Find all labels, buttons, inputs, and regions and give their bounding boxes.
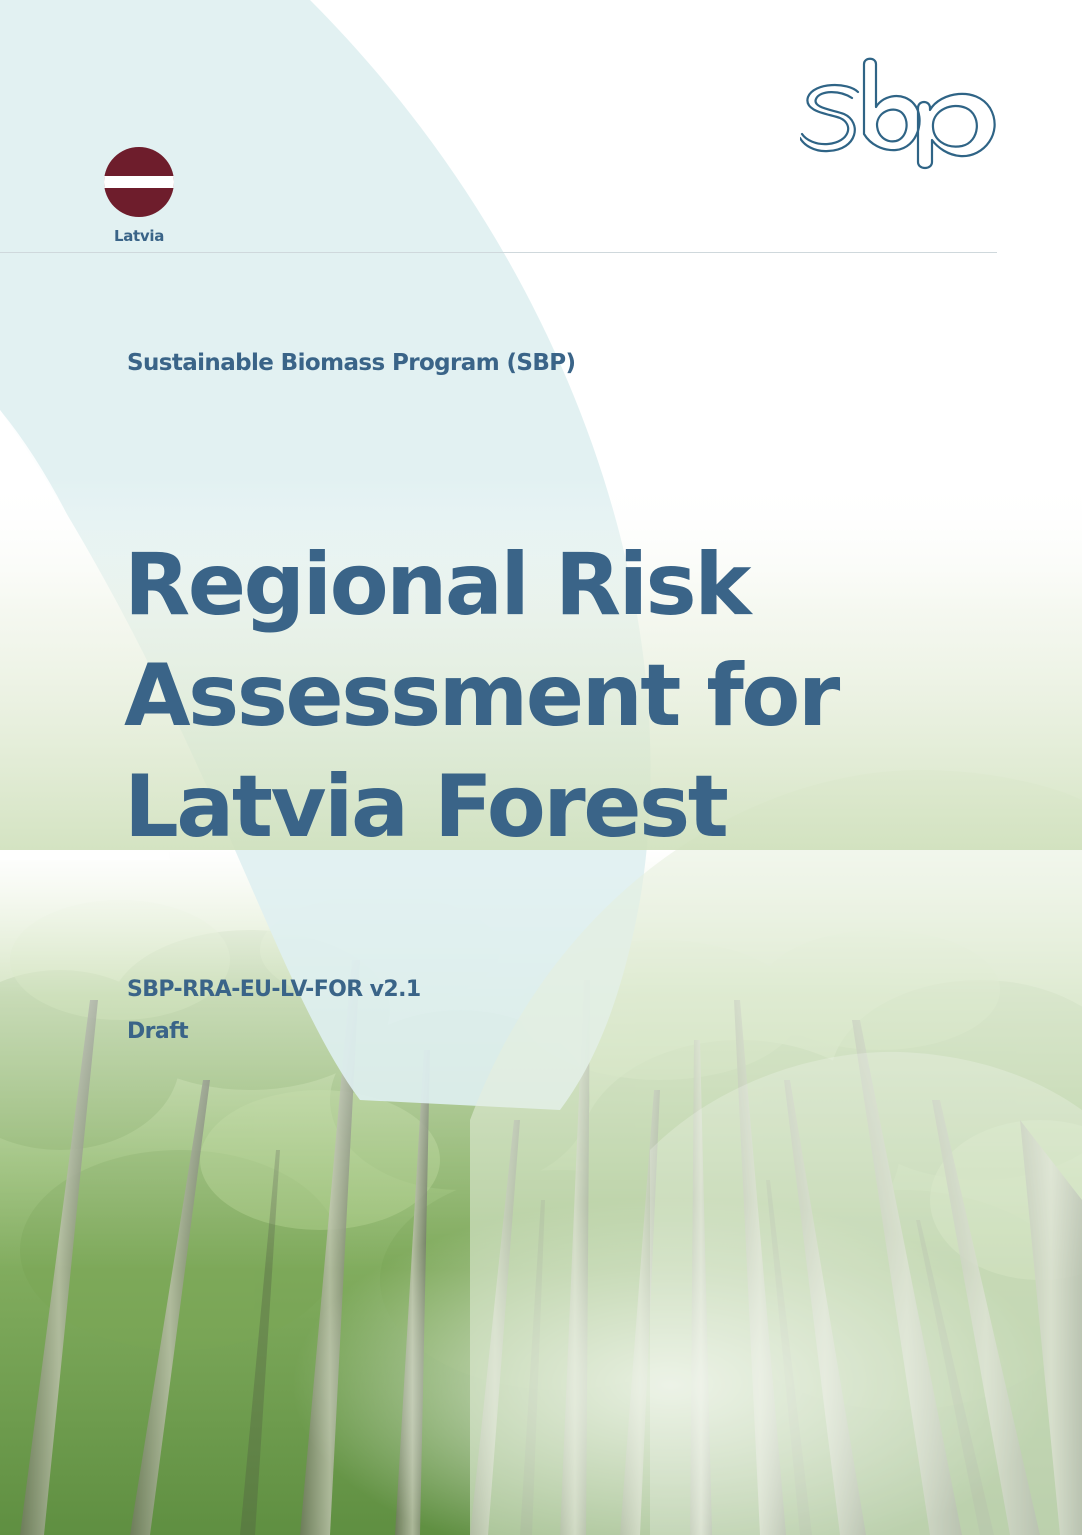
country-label: Latvia [113, 227, 165, 245]
document-title [124, 530, 884, 863]
program-name: Sustainable Biomass Program (SBP) [127, 350, 576, 376]
document-status: Draft [127, 1019, 189, 1044]
latvia-flag-icon [104, 147, 174, 217]
title-line-3: Latvia Forest [124, 757, 727, 857]
document-code: SBP-RRA-EU-LV-FOR v2.1 [127, 977, 421, 1002]
header-divider [0, 252, 997, 253]
title-line-2: Assessment for [124, 646, 838, 746]
title-line-1: Regional Risk [124, 535, 749, 635]
sbp-logo [800, 52, 1000, 176]
